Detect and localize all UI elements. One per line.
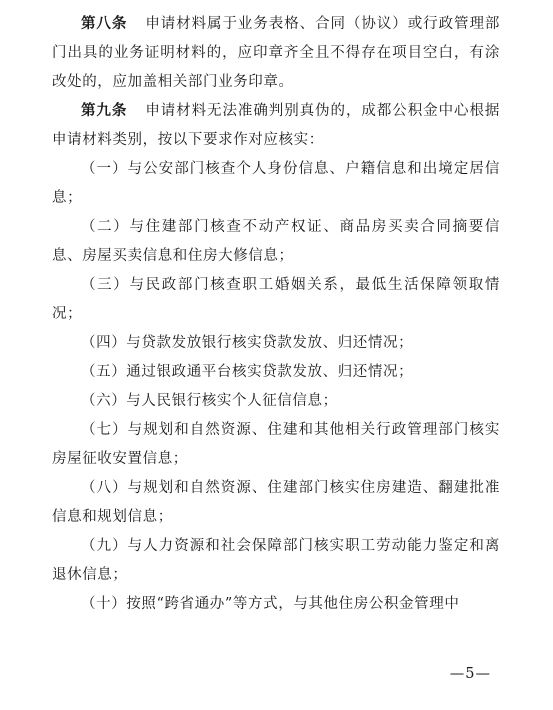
list-item-5: （五）通过银政通平台核实贷款发放、归还情况； — [81, 364, 414, 380]
article-9-title: 第九条 — [81, 103, 128, 119]
article-8 — [52, 10, 500, 97]
list-item-9: （九）与人力资源和社会保障部门核实职工劳动能力鉴定和离退休信息； — [52, 538, 500, 583]
list-item-6: （六）与人民银行核实个人征信信息； — [81, 393, 338, 409]
list-item-3: （三）与民政部门核查职工婚姻关系，最低生活保障领取情况； — [52, 277, 500, 322]
list-item-4: （四）与贷款发放银行核实贷款发放、归还情况； — [81, 335, 414, 351]
article-8-title: 第八条 — [81, 16, 128, 32]
list-item-1: （一）与公安部门核查个人身份信息、户籍信息和出境定居信息； — [52, 161, 500, 206]
article-9 — [52, 97, 500, 155]
page-number: —5— — [449, 666, 491, 682]
list-item-7: （七）与规划和自然资源、住建和其他相关行政管理部门核实房屋征收安置信息； — [52, 422, 500, 467]
list-item-10: （十）按照“跨省通办”等方式，与其他住房公积金管理中 — [81, 596, 460, 612]
list-item-2: （二）与住建部门核查不动产权证、商品房买卖合同摘要信息、房屋买卖信息和住房大修信息； — [52, 219, 500, 264]
article-9-text: 申请材料无法准确判别真伪的，成都公积金中心根据申请材料类别，按以下要求作对应核实： — [52, 103, 500, 148]
document-body — [52, 10, 500, 619]
article-8-text: 申请材料属于业务表格、合同（协议）或行政管理部门出具的业务证明材料的，应印章齐全且不得存在项目空白，有涂改处的，应加盖相关部门业务印章。 — [52, 16, 500, 90]
list-item-8: （八）与规划和自然资源、住建部门核实住房建造、翻建批准信息和规划信息； — [52, 480, 500, 525]
